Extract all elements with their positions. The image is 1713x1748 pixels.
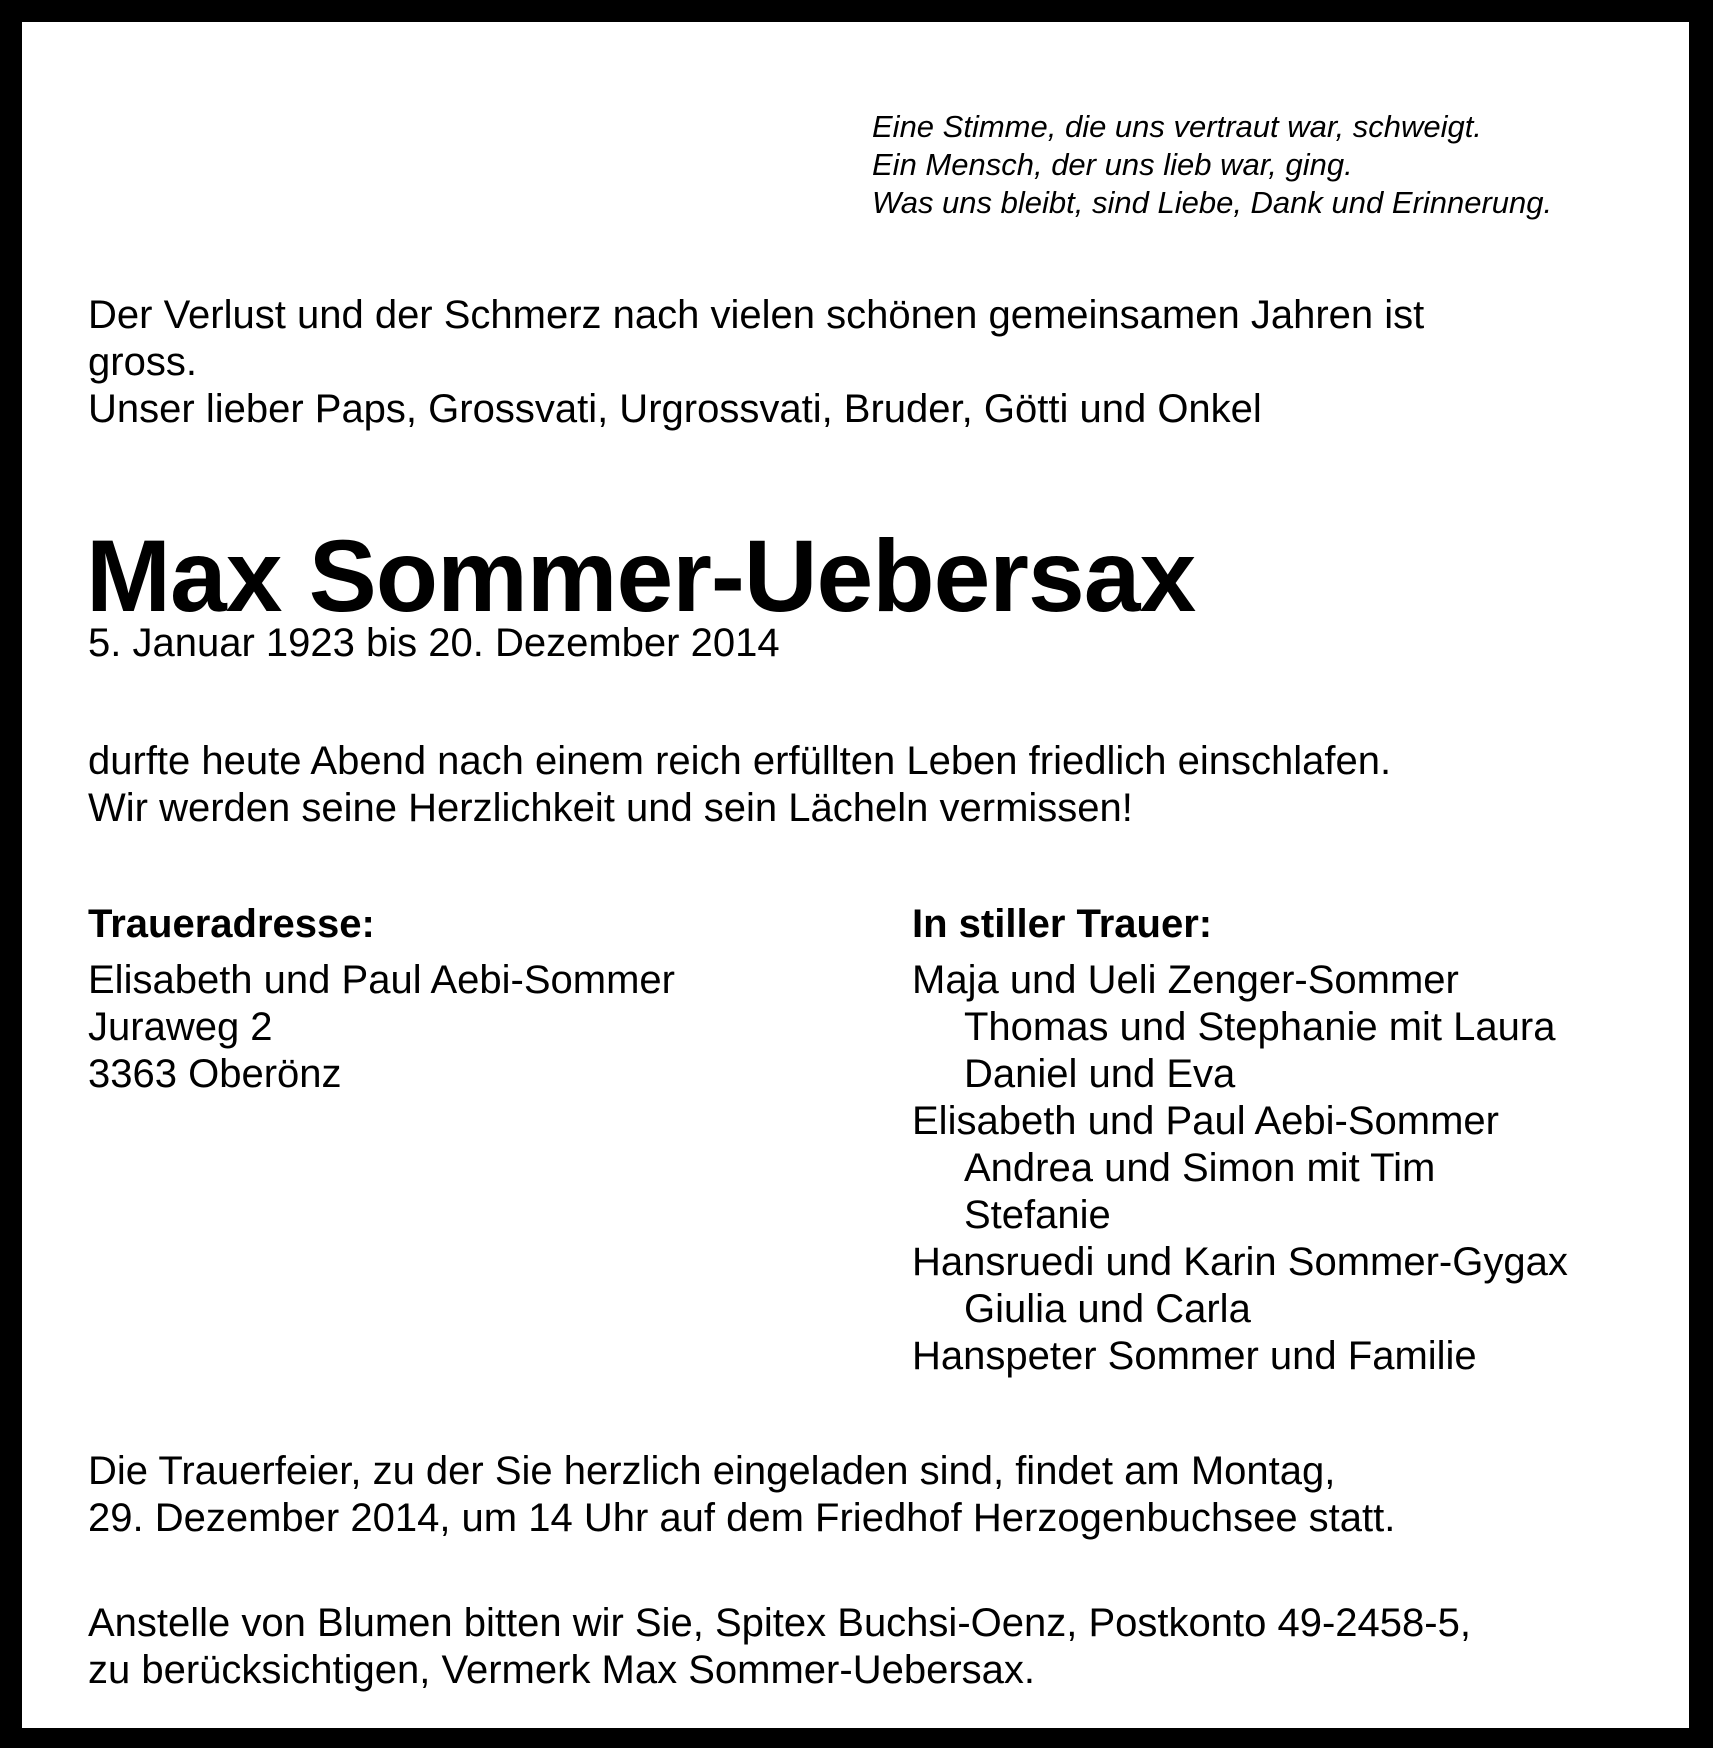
intro-line: Unser lieber Paps, Grossvati, Urgrossvati, Bruder, Götti und Onkel [88,387,1262,431]
address-line: Elisabeth und Paul Aebi-Sommer [88,958,675,1002]
mourner-entry: Hanspeter Sommer und Familie [912,1334,1477,1378]
address-heading: Traueradresse: [88,902,375,946]
donation-paragraph [88,1600,1471,1694]
funeral-service-paragraph [88,1448,1395,1542]
intro-paragraph [88,292,1424,433]
passing-line: durfte heute Abend nach einem reich erfüllten Leben friedlich einschlafen. [88,739,1392,783]
mourning-address-block [88,901,675,1098]
mourner-entry: Stefanie [964,1193,1111,1237]
life-dates: 5. Januar 1923 bis 20. Dezember 2014 [88,621,780,665]
motto-line: Ein Mensch, der uns lieb war, ging. [872,147,1353,182]
deceased-name: Max Sommer-Uebersax [86,519,1196,633]
intro-line: gross. [88,340,197,384]
intro-line: Der Verlust und der Schmerz nach vielen schönen gemeinsamen Jahren ist [88,293,1425,337]
mourner-entry: Elisabeth und Paul Aebi-Sommer [912,1099,1499,1143]
passing-paragraph [88,738,1391,832]
motto-line: Was uns bleibt, sind Liebe, Dank und Erinnerung. [872,185,1553,220]
mourner-entry: Maja und Ueli Zenger-Sommer [912,958,1459,1002]
mourner-entry: Hansruedi und Karin Sommer-Gygax [912,1240,1568,1284]
mourner-entry: Andrea und Simon mit Tim [964,1146,1436,1190]
donation-line: Anstelle von Blumen bitten wir Sie, Spitex Buchsi-Oenz, Postkonto 49-2458-5, [88,1601,1471,1645]
mourner-entry: Giulia und Carla [964,1287,1251,1331]
mourners-heading: In stiller Trauer: [912,902,1213,946]
mourner-entry: Thomas und Stephanie mit Laura [964,1005,1556,1049]
address-line: 3363 Oberönz [88,1052,342,1096]
motto-line: Eine Stimme, die uns vertraut war, schweigt. [872,109,1482,144]
mourner-entry: Daniel und Eva [964,1052,1236,1096]
passing-line: Wir werden seine Herzlichkeit und sein Lächeln vermissen! [88,786,1133,830]
motto-verse [872,108,1552,222]
address-line: Juraweg 2 [88,1005,273,1049]
service-line: 29. Dezember 2014, um 14 Uhr auf dem Friedhof Herzogenbuchsee statt. [88,1496,1396,1540]
mourners-block [912,901,1568,1380]
service-line: Die Trauerfeier, zu der Sie herzlich eingeladen sind, findet am Montag, [88,1449,1336,1493]
donation-line: zu berücksichtigen, Vermerk Max Sommer-Uebersax. [88,1648,1035,1692]
